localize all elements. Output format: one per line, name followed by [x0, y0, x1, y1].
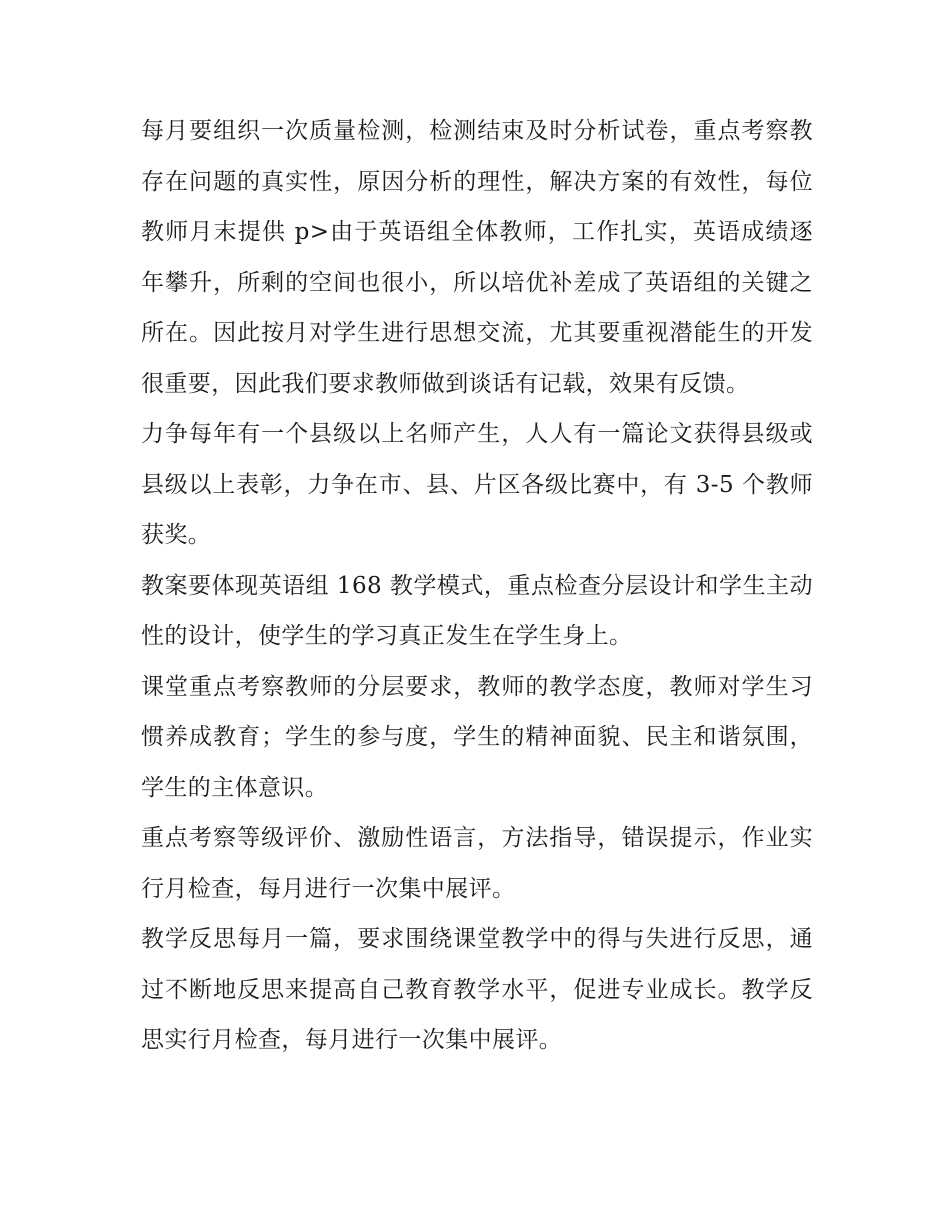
document-body — [141, 106, 813, 1066]
paragraph-classroom: 课堂重点考察教师的分层要求，教师的教学态度，教师对学生习惯养成教育；学生的参与度，学生的精神面貌、民主和谐氛围，学生的主体意识。 — [141, 673, 813, 801]
paragraph-quality-check: 每月要组织一次质量检测，检测结束及时分析试卷，重点考察教存在问题的真实性，原因分析的理性，解决方案的有效性，每位教师月末提供 p>由于英语组全体教师，工作扎实，英语成绩逐年攀升，所剩的空间也很小，所以培优补差成了英语组的关键之所在。因此按月对学生进行思想交流，尤其要重视潜能生的开发很重要，因此我们要求教师做到谈话有记载，效果有反馈。 — [141, 118, 813, 397]
paragraph-famous-teacher: 力争每年有一个县级以上名师产生，人人有一篇论文获得县级或县级以上表彰，力争在市、县、片区各级比赛中，有 3-5 个教师获奖。 — [141, 421, 813, 548]
paragraph-homework: 重点考察等级评价、激励性语言，方法指导，错误提示，作业实行月检查，每月进行一次集中展评。 — [141, 825, 813, 902]
paragraph-lesson-plan: 教案要体现英语组 168 教学模式，重点检查分层设计和学生主动性的设计，使学生的学习真正发生在学生身上。 — [141, 572, 813, 649]
paragraph-reflection: 教学反思每月一篇，要求围绕课堂教学中的得与失进行反思，通过不断地反思来提高自己教育教学水平，促进专业成长。教学反思实行月检查，每月进行一次集中展评。 — [141, 926, 813, 1053]
